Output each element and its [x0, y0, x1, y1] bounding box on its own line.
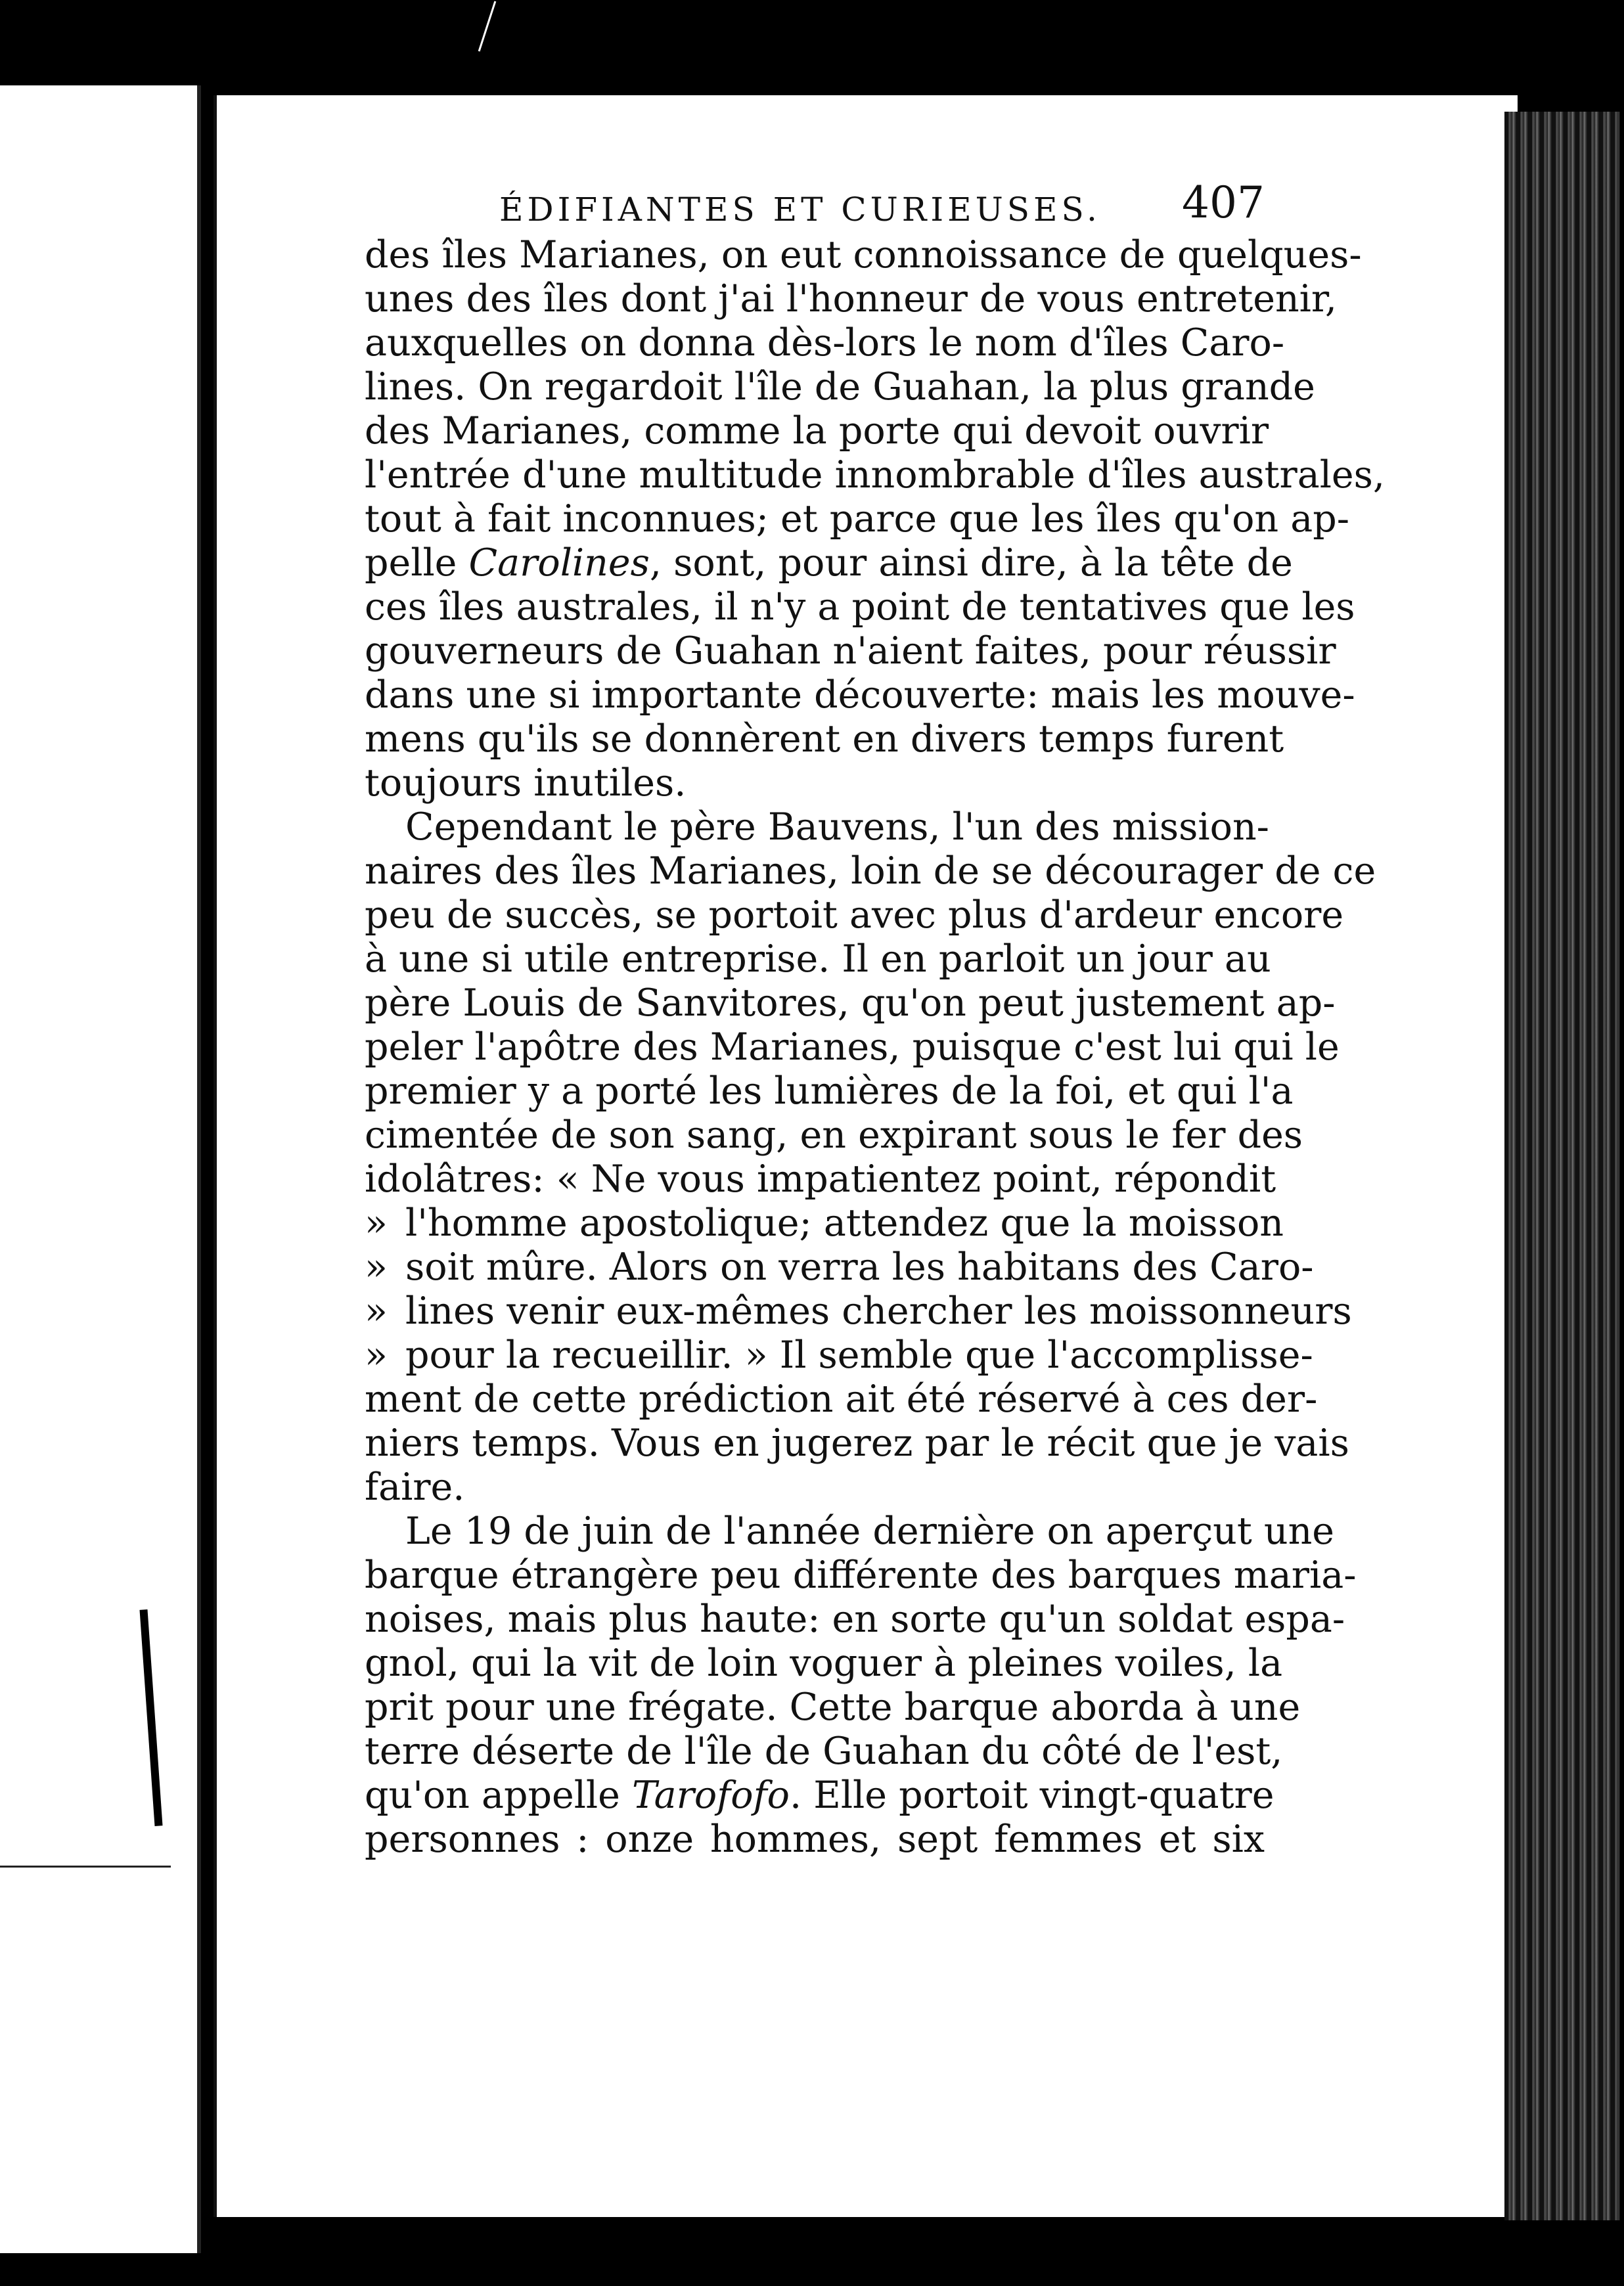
scan-artifact	[478, 1, 497, 51]
text-line	[365, 541, 1293, 585]
facing-page-edge	[0, 85, 201, 2253]
text-segment: . Elle portoit vingt-quatre	[789, 1774, 1274, 1817]
text-line: Cependant le père Bauvens, l'un des mission-	[405, 805, 1269, 849]
text-line: peler l'apôtre des Marianes, puisque c'est lui qui le	[365, 1025, 1340, 1069]
text-line: noises, mais plus haute: en sorte qu'un soldat espa-	[365, 1598, 1345, 1641]
text-segment: , sont, pour ainsi dire, à la tête de	[649, 541, 1293, 585]
text-line	[365, 1334, 1313, 1378]
text-line: dans une si importante découverte: mais les mouve-	[365, 673, 1355, 717]
quote-mark: »	[365, 1289, 388, 1333]
quote-text: soit mûre. Alors on verra les habitans des Caro-	[405, 1245, 1314, 1289]
text-line: barque étrangère peu différente des barques maria-	[365, 1554, 1357, 1597]
text-line	[365, 1774, 1274, 1818]
body-text	[365, 233, 1386, 1862]
text-line: prit pour une frégate. Cette barque aborda à une	[365, 1686, 1301, 1729]
text-line: lines. On regardoit l'île de Guahan, la plus grande	[365, 365, 1315, 409]
page-number: 407	[1182, 177, 1265, 228]
text-line: cimentée de son sang, en expirant sous le fer des	[365, 1113, 1303, 1157]
text-line: des Marianes, comme la porte qui devoit ouvrir	[365, 409, 1269, 453]
text-line: unes des îles dont j'ai l'honneur de vous entretenir,	[365, 277, 1337, 321]
text-line: idolâtres: « Ne vous impatientez point, répondit	[365, 1157, 1276, 1201]
quote-text: lines venir eux-mêmes chercher les moissonneurs	[405, 1289, 1352, 1333]
page-header	[371, 177, 1265, 236]
text-line: ment de cette prédiction ait été réservé à ces der-	[365, 1378, 1318, 1421]
text-line: l'entrée d'une multitude innombrable d'îles australes,	[365, 453, 1386, 497]
text-line: naires des îles Marianes, loin de se décourager de ce	[365, 849, 1376, 893]
quote-mark: »	[365, 1334, 388, 1377]
text-line: toujours inutiles.	[365, 761, 687, 805]
text-line: des îles Marianes, on eut connoissance de quelques-	[365, 233, 1362, 277]
text-line: Le 19 de juin de l'année dernière on aperçut une	[405, 1510, 1335, 1553]
quote-mark: »	[365, 1201, 388, 1245]
text-line	[365, 1289, 1352, 1334]
text-line: premier y a porté les lumières de la foi, et qui l'a	[365, 1069, 1294, 1113]
text-line: auxquelles on donna dès-lors le nom d'îles Caro-	[365, 321, 1285, 365]
text-line: peu de succès, se portoit avec plus d'ardeur encore	[365, 893, 1344, 937]
text-line: mens qu'ils se donnèrent en divers temps furent	[365, 717, 1284, 761]
text-line: ces îles australes, il n'y a point de tentatives que les	[365, 585, 1355, 629]
quote-mark: »	[365, 1245, 388, 1289]
text-line: tout à fait inconnues; et parce que les îles qu'on ap-	[365, 497, 1349, 541]
text-segment: pelle	[365, 541, 469, 585]
text-line: terre déserte de l'île de Guahan du côté de l'est,	[365, 1730, 1283, 1773]
text-line	[365, 1201, 1284, 1245]
text-line: niers temps. Vous en jugerez par le récit que je vais	[365, 1422, 1349, 1465]
quote-text: pour la recueillir. » Il semble que l'accomplisse-	[405, 1334, 1313, 1377]
page-stack-edge	[1504, 112, 1619, 2220]
text-line: personnes : onze hommes, sept femmes et six	[365, 1818, 1265, 1861]
text-line: gouverneurs de Guahan n'aient faites, pour réussir	[365, 629, 1336, 673]
text-line: à une si utile entreprise. Il en parloit un jour au	[365, 937, 1271, 981]
text-segment: qu'on appelle	[365, 1774, 633, 1817]
running-head: ÉDIFIANTES ET CURIEUSES.	[499, 190, 1101, 229]
text-line	[365, 1245, 1314, 1289]
italic-term: Carolines	[468, 541, 650, 585]
text-line: père Louis de Sanvitores, qu'on peut justement ap-	[365, 981, 1336, 1025]
text-line: gnol, qui la vit de loin voguer à pleines voiles, la	[365, 1642, 1283, 1685]
italic-term: Tarofofo	[632, 1774, 790, 1817]
facing-page-rule	[0, 1866, 171, 1868]
text-line: faire.	[365, 1466, 465, 1509]
quote-text: l'homme apostolique; attendez que la moisson	[405, 1201, 1284, 1245]
